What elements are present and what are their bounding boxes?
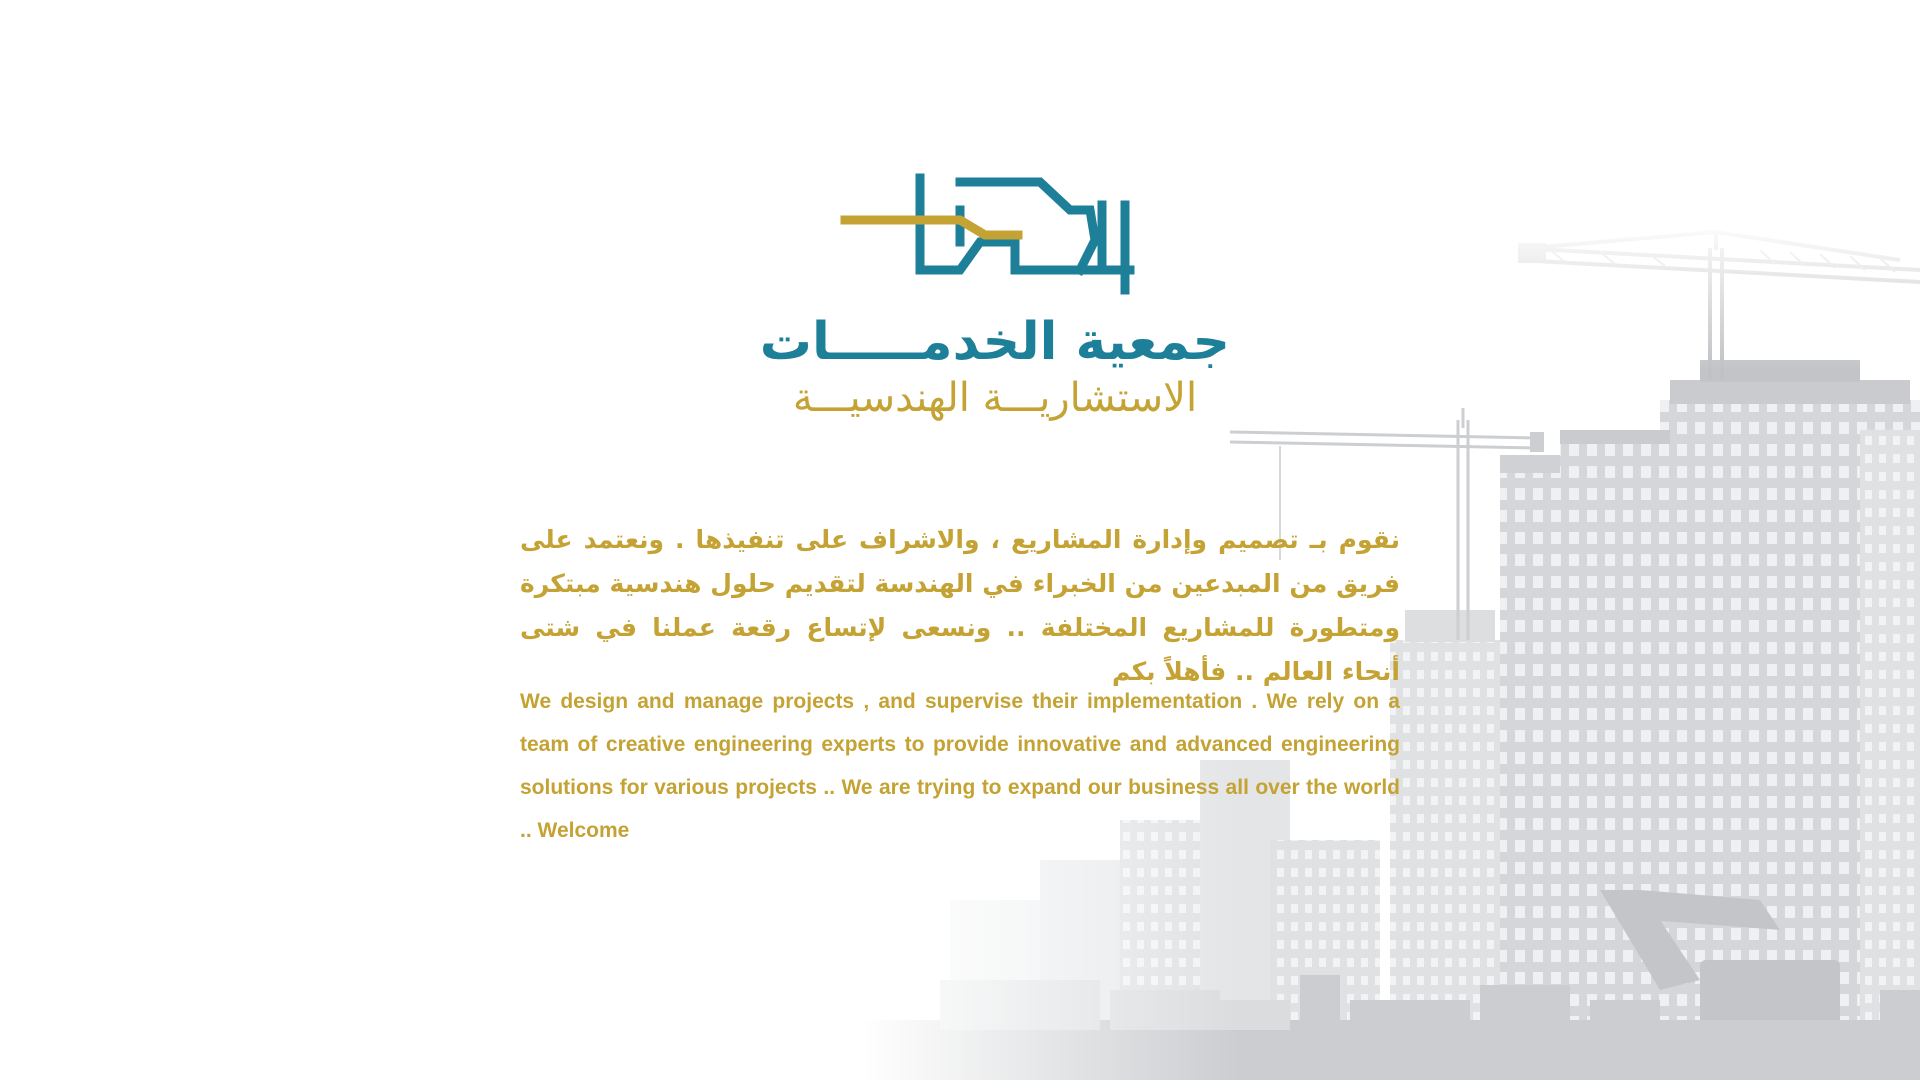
logo <box>760 170 1230 430</box>
organization-name-line-2: الاستشاريـــة الهندسيـــة <box>792 375 1198 421</box>
english-description: We design and manage projects , and supervise their implementation . We rely on a team of creative engineering experts to provide innovative and advanced engineering solutions for various projects .. We are trying to expand our business all over the world .. Welcome <box>520 690 1400 842</box>
arabic-description: نقوم بـ تصميم وإدارة المشاريع ، والاشراف على تنفيذها . ونعتمد على فريق من المبدعين من الخبراء في الهندسة لتقديم حلول هندسية مبتكرة ومتطورة للمشاريع المختلفة .. ونسعى لإتساع رقعة عملنا في شتى أنحاء العالم .. فأهلاً بكم <box>520 525 1400 686</box>
calligraphic-logo-icon <box>840 170 1150 300</box>
organization-name-line-1: جمعية الخدمـــــات <box>759 312 1230 372</box>
